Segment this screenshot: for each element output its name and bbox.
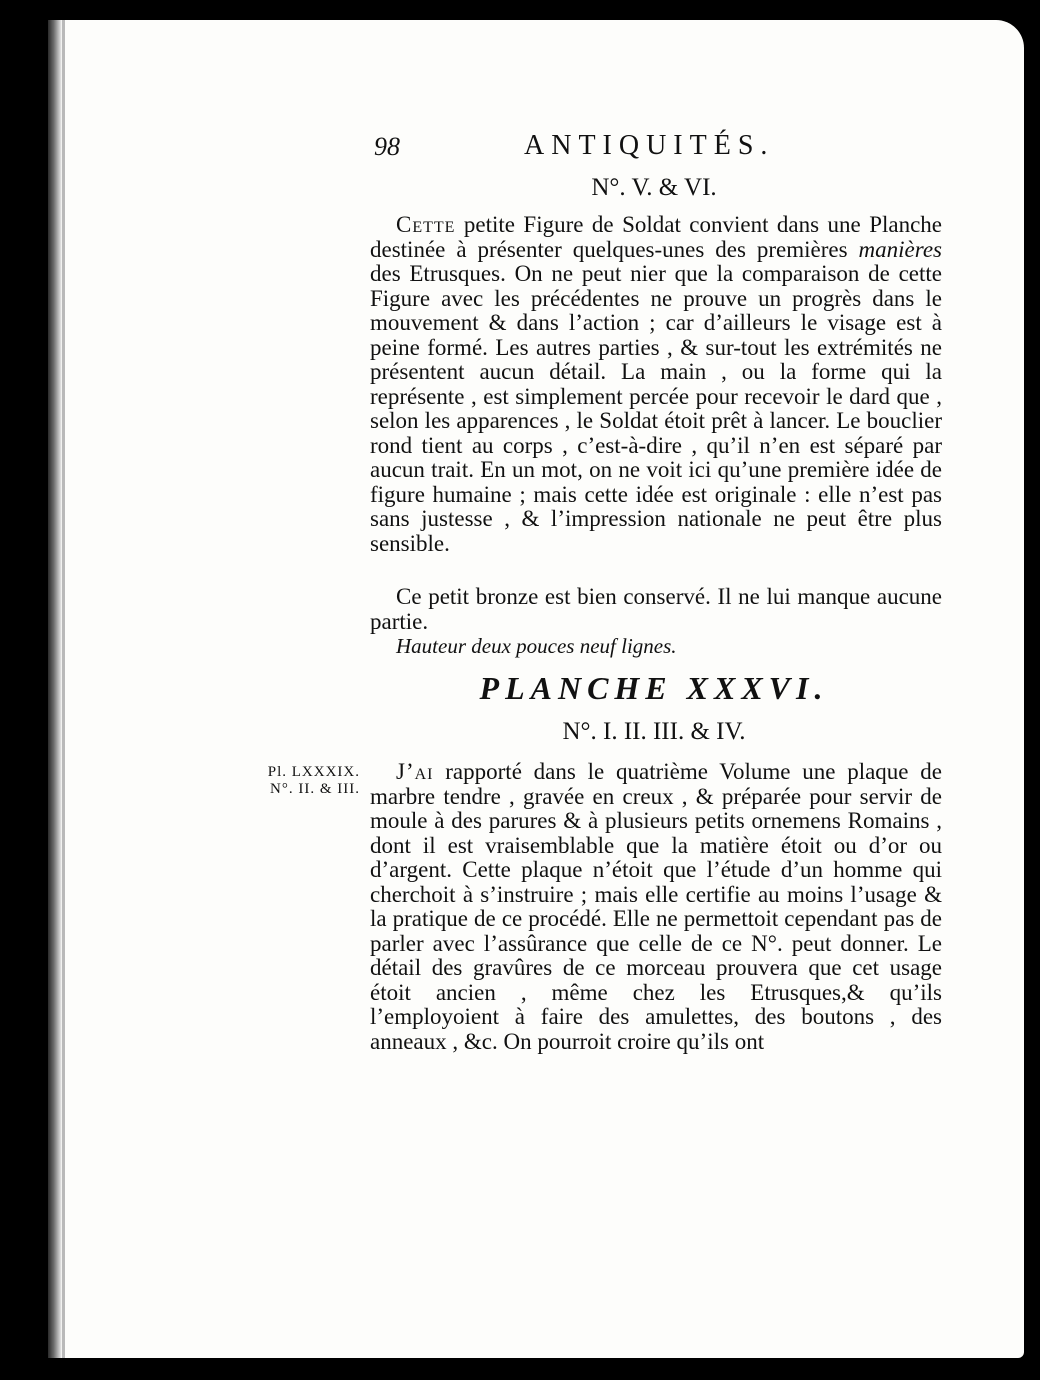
section-heading-i-iv: N°. I. II. III. & IV. [562, 718, 746, 745]
paragraph-text: rapporté dans le quatrième Volume une plaque de marbre tendre , gravée en creux , & préparée pour servir de moule à des parures & à plusieurs petits ornemens Romains , dont il est vraisemblable que la matière étoit ou d’or ou d’argent. Cette plaque n’étoit que l’étude d’un homme qui cherchoit à s’instruire ; mais elle certifie au moins l’usage & la pratique de ce procédé. Elle ne permettoit cependant pas de parler avec l’assûrance que celle de ce N°. peut donner. Le détail des gravûres de ce morceau prouvera que cet usage étoit ancien , même chez les Etrusques,& qu’ils l’employoient à faire des amulettes, des boutons , des anneaux , &c. On pourroit croire qu’ils ont [370, 759, 942, 1054]
paragraph-marble-plaque [370, 760, 942, 1054]
running-title: ANTIQUITÉS. [524, 130, 775, 161]
book-page [48, 20, 1024, 1358]
paragraph-text-b: des Etrusques. On ne peut nier que la comparaison de cette Figure avec les précédentes ne prouve un progrès dans le mouvement & dans l’action ; car d’ailleurs le visage est à peine formé. Les autres parties , & sur-tout les extrémités ne présentent aucun détail. La main , ou la forme qui la représente , est simplement percée pour recevoir le dard que , selon les apparences , le Soldat étoit prêt à lancer. Le bouclier rond tient au corps , c’est-à-dire , qu’il n’en est séparé par aucun trait. En un mot, on ne voit ici qu’une première idée de figure humaine ; mais cette idée est originale : elle n’est pas sans justesse , & l’impression nationale ne peut être plus sensible. [370, 261, 942, 556]
page-number: 98 [374, 132, 400, 161]
margin-note-plate: Pl. LXXXIX. [267, 764, 360, 780]
paragraph-lead-word: J’ai [396, 759, 434, 784]
running-header [374, 132, 914, 172]
paragraph-text-a: petite Figure de Soldat convient dans une Planche destinée à présenter quelques-unes des premières [370, 212, 942, 262]
margin-note-numbers: N°. II. & III. [270, 781, 360, 797]
plate-title: PLANCHE XXXVI. [479, 670, 829, 706]
height-measurement: Hauteur deux pouces neuf lignes. [396, 634, 677, 658]
emphasized-word: manières [858, 236, 942, 262]
paragraph-conservation: Ce petit bronze est bien conservé. Il ne lui manque aucune partie. [370, 584, 942, 634]
section-heading-v-vi: N°. V. & VI. [591, 174, 717, 201]
margin-note [230, 764, 360, 798]
book-gutter-edge [62, 20, 65, 1358]
book-gutter-shadow [48, 20, 62, 1358]
paragraph-lead-word: Cette [396, 212, 456, 237]
paragraph-soldier-figure [370, 213, 942, 556]
